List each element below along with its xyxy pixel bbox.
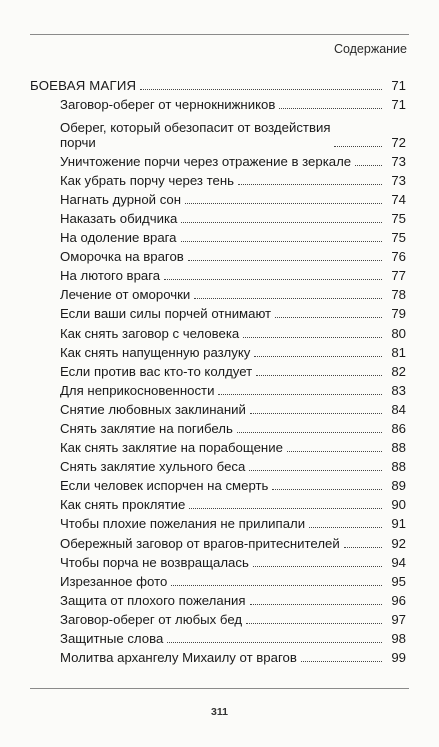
toc-entry	[30, 436, 406, 455]
toc-entry	[30, 321, 406, 340]
toc-entry-page: 91	[391, 516, 406, 532]
toc-entry-page: 90	[391, 497, 406, 513]
toc-entry-title: Заговор-оберег от чернокнижников	[60, 97, 276, 113]
toc-entry-page: 76	[391, 249, 406, 265]
toc-entry-page: 89	[391, 478, 406, 494]
toc-entry-title: Если ваши силы порчей отнимают	[60, 306, 272, 322]
toc-entry-page: 83	[391, 382, 406, 398]
toc-entry	[30, 283, 406, 302]
toc-entry-page: 82	[391, 363, 406, 379]
toc-section-page: 71	[391, 78, 406, 94]
dot-leader	[256, 375, 382, 376]
toc-entry	[30, 608, 406, 627]
dot-leader	[189, 508, 382, 509]
toc-entry	[30, 264, 406, 283]
toc-entry-page: 79	[391, 306, 406, 322]
toc-entry-title: Если против вас кто-то колдует	[60, 363, 253, 379]
dot-leader	[194, 298, 382, 299]
toc-entry-page: 73	[391, 153, 406, 169]
toc-entry-page: 96	[391, 592, 406, 608]
toc-entry-page: 86	[391, 420, 406, 436]
dot-leader	[309, 527, 382, 528]
toc-entry-title: Как убрать порчу через тень	[60, 172, 235, 188]
toc-entry	[30, 455, 406, 474]
toc-entry-page: 74	[391, 191, 406, 207]
toc-entry	[30, 474, 406, 493]
toc-entry-page: 75	[391, 210, 406, 226]
toc-entry-page: 84	[391, 401, 406, 417]
dot-leader	[185, 203, 382, 204]
toc-entry	[30, 551, 406, 570]
toc-entry-title: Если человек испорчен на смерть	[60, 478, 269, 494]
page-number: 311	[211, 706, 228, 718]
dot-leader	[287, 451, 382, 452]
toc-entry-title: Оморочка на врагов	[60, 249, 184, 265]
toc-entry	[30, 150, 406, 169]
dot-leader	[181, 222, 382, 223]
toc-entry-page: 80	[391, 325, 406, 341]
toc-entry-title: Наказать обидчика	[60, 210, 178, 226]
toc-entry-title: Заговор-оберег от любых бед	[60, 611, 243, 627]
dot-leader	[275, 317, 382, 318]
toc-entry-title: Изрезанное фото	[60, 573, 168, 589]
toc-entry	[30, 646, 406, 665]
toc-entry-page: 81	[391, 344, 406, 360]
toc-entry	[30, 417, 406, 436]
dot-leader	[237, 432, 382, 433]
dot-leader	[238, 184, 382, 185]
toc-entry-page: 75	[391, 230, 406, 246]
dot-leader	[254, 356, 382, 357]
toc-entry-title-line1: Оберег, который обезопасит от воздействия	[60, 119, 331, 135]
toc-entry-page: 78	[391, 287, 406, 303]
toc-entry	[30, 379, 406, 398]
dot-leader	[250, 413, 382, 414]
toc-entry-title: Защита от плохого пожелания	[60, 592, 246, 608]
toc-entry-page: 94	[391, 554, 406, 570]
toc-entry	[30, 169, 406, 188]
toc-entry-page: 99	[391, 650, 406, 666]
toc-entry	[30, 493, 406, 512]
toc-entry-page: 88	[391, 440, 406, 456]
toc-entry	[30, 226, 406, 245]
dot-leader	[344, 547, 382, 548]
toc-entry-page: 77	[391, 268, 406, 284]
dot-leader	[167, 642, 382, 643]
toc-entry-title: Обережный заговор от врагов-притеснителей	[60, 535, 340, 551]
toc-entry-page: 95	[391, 573, 406, 589]
toc-entry-title: Для неприкосновенности	[60, 382, 215, 398]
dot-leader	[355, 165, 382, 166]
toc-section-title: БОЕВАЯ МАГИЯ	[30, 78, 137, 94]
toc-entry	[30, 570, 406, 589]
toc-entry	[30, 302, 406, 321]
toc-entry	[30, 360, 406, 379]
dot-leader	[181, 241, 382, 242]
toc-entry	[30, 112, 406, 149]
toc-entry-title: Снять заклятие на погибель	[60, 420, 233, 436]
toc-entry	[30, 512, 406, 531]
table-of-contents	[30, 74, 406, 665]
toc-entry-title: Уничтожение порчи через отражение в зеркале	[60, 153, 352, 169]
dot-leader	[279, 108, 382, 109]
toc-entry	[30, 627, 406, 646]
toc-entry-title: Нагнать дурной сон	[60, 191, 182, 207]
toc-section-row	[30, 74, 406, 93]
dot-leader	[272, 489, 382, 490]
toc-entry-title: Молитва архангелу Михаилу от врагов	[60, 650, 297, 666]
toc-entry-page: 98	[391, 631, 406, 647]
dot-leader	[188, 260, 382, 261]
toc-entry-title: Как снять напущенную разлуку	[60, 344, 251, 360]
toc-entry-title: На одоление врага	[60, 230, 177, 246]
toc-entry	[30, 188, 406, 207]
dot-leader	[140, 89, 382, 90]
toc-entry	[30, 93, 406, 112]
toc-entry-title: На лютого врага	[60, 268, 161, 284]
toc-entry-page: 73	[391, 172, 406, 188]
dot-leader	[334, 146, 382, 147]
toc-entry-title: Лечение от оморочки	[60, 287, 191, 303]
toc-entry	[30, 245, 406, 264]
toc-entry	[30, 207, 406, 226]
toc-entry-page: 92	[391, 535, 406, 551]
toc-entry-title-wrap	[60, 120, 330, 150]
top-rule	[30, 34, 409, 35]
dot-leader	[164, 279, 382, 280]
toc-entry-title: Как снять заговор с человека	[60, 325, 240, 341]
toc-entry-page: 88	[391, 459, 406, 475]
toc-entry-title-line2: порчи	[60, 134, 96, 150]
running-head: Содержание	[333, 42, 407, 56]
dot-leader	[246, 623, 382, 624]
dot-leader	[218, 394, 382, 395]
toc-entry	[30, 398, 406, 417]
toc-entry-page: 97	[391, 611, 406, 627]
dot-leader	[253, 566, 382, 567]
toc-entry-page: 72	[391, 134, 406, 150]
toc-entry-title: Снять заклятие хульного беса	[60, 459, 246, 475]
toc-entry-title: Чтобы плохие пожелания не прилипали	[60, 516, 306, 532]
toc-entry-title: Защитные слова	[60, 631, 164, 647]
toc-entry-page: 71	[391, 97, 406, 113]
dot-leader	[171, 585, 382, 586]
toc-entry-title: Как снять заклятие на порабощение	[60, 440, 283, 456]
dot-leader	[301, 661, 382, 662]
toc-entry-title: Как снять проклятие	[60, 497, 186, 513]
toc-entry	[30, 341, 406, 360]
bottom-rule	[30, 688, 409, 689]
toc-entry-title: Снятие любовных заклинаний	[60, 401, 246, 417]
dot-leader	[249, 470, 382, 471]
toc-entry	[30, 531, 406, 550]
dot-leader	[250, 604, 383, 605]
toc-entry	[30, 589, 406, 608]
dot-leader	[243, 337, 382, 338]
toc-entry-title: Чтобы порча не возвращалась	[60, 554, 249, 570]
